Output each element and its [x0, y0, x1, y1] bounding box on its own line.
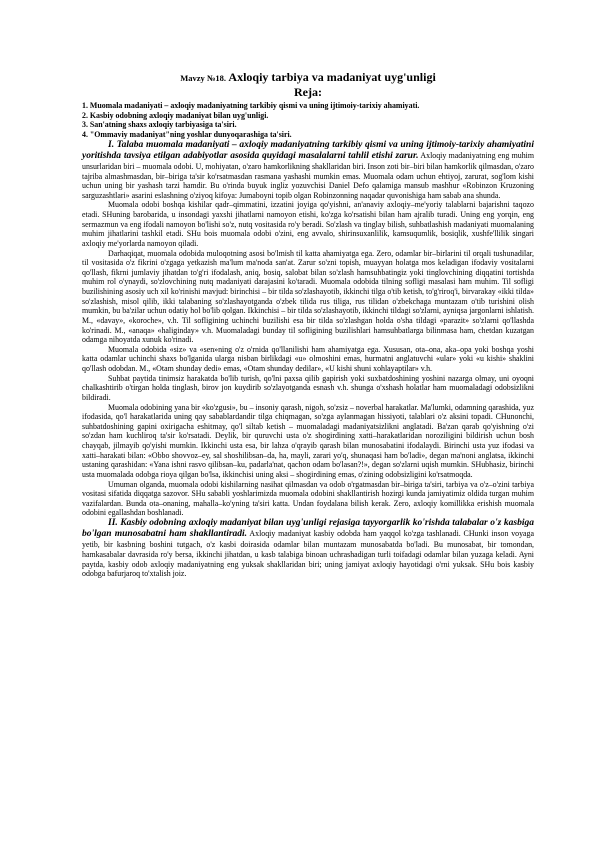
- plan-item: 3. San'atning shaxs axloqiy tarbiyasiga ta'siri.: [82, 120, 237, 130]
- plan-heading: Reja:: [294, 85, 322, 99]
- section-1-heading: I. Talaba muomala madaniyati – axloqiy madaniyatning tarkibiy qismi va uning ijtimoiy-tarixiy ahamiyatini yoritishda tavsiya etilgan adabiyotlar asosida quyidagi masalalarni tahlil etishi zarur.: [82, 139, 534, 161]
- plan-item: 1. Muomala madaniyati – axloqiy madaniyatning tarkibiy qismi va uning ijtimoiy-tarixiy ahamiyati.: [82, 101, 420, 110]
- body-paragraph: Muomala odobida «siz» va «sen»ning o'z o'rnida qo'llanilishi ham ahamiyatga ega. Xususan, ota–ona, aka–opa yoki boshqa yoshi katta odamlar uchinchi shaxs bo'lganida ularga nisban birlikdagi «u» olmoshini emas, hurmatni anglatuvchi «ular» yoki «u kishi» shaklini qo'llash odobdan. M., «Otam shunday dedi» emas, «Otam shunday dedilar», «U kishi shuni xohlayaptilar» v.h.: [82, 344, 534, 374]
- section-1-lead: Axloqiy madaniyatning eng muhim unsurlaridan biri – muomala odobi. U, mohiyatan, o'zaro hamkorlikning shakllaridan biri. Inson zoti bir–biri bilan hamkorlik qilmasdan, o'zaro tajriba almashmasdan, bir–biriga ta'sir ko'rsatmasdan rasmana yashashi mumkin emas. Muomala odam uchun ehtiyoj, zarurat, sog'lom kishi uchun uning bir yashash tarzi hamdir. Bu o'rinda buyuk ingliz yozuvchisi Daniel Defo qalamiga mansub mashhur «Robinzon Kruzoning sarguzashtlari» asarini eslashning o'ziyoq kifoya: Jumaboyni topib olgan Robinzonning naqadar quvonishiga ham sabab ana shunda.: [82, 150, 534, 200]
- plan-item: 4. "Ommaviy madaniyat"ning yoshlar dunyoqarashiga ta'siri.: [82, 129, 292, 139]
- body-paragraph: Muomala odobi boshqa kishilar qadr–qimmatini, izzatini joyiga qo'yishni, an'anaviy axloqiy–me'yoriy talablarni bajarishni taqozo etadi. SHuning barobarida, u insondagi yaxshi jihatlarni namoyon etishi, ko'zga ko'rsatishi bilan ham ajralib turadi. Uning eng yorqin, eng sermazmun va eng ifodali namoyon bo'lishi so'z, nutq vositasida ro'y beradi. So'zlash va tinglay bilish, suhbatlashish madaniyati muomalaning muhim jihatlarini tashkil etadi. SHu bois muomala odobi o'zini, eng avvalo, shirinsuxanlilik, kamsuqumlik, bosiqlik, xushfe'llilik singari axloqiy me'yorlarda namoyon qiladi.: [82, 200, 534, 248]
- body-paragraph: Umuman olganda, muomala odobi kishilarning nasihat qilmasdan va odob o'rgatmasdan bir–biriga ta'siri, tarbiya va o'z–o'zini tarbiya vositasi sifatida diqqatga sazovor. SHu sababli yoshlarimizda muomala odobini shakllantirish hozirgi kunda jamiyatimiz oldida turgan muhim vazifalardan. Bunda ota–onaning, mahalla–ko'yning ta'siri katta. Undan foydalana bilish kerak. Zero, axloqiy komillikka erishish muomala odobini egallashdan boshlanadi.: [82, 479, 534, 518]
- plan-item: 2. Kasbiy odobning axloqiy madaniyat bilan uyg'unligi.: [82, 110, 269, 120]
- section-2-lead: Axloqiy madaniyat kasbiy odobda ham yaqqol ko'zga tashlanadi. CHunki inson voyaga yetib, bir kasbning boshini tutgach, o'z kasbi doirasida odamlar bilan muntazam munosabatda bo'ladi. Bu munosabat, bir tomondan, hamkasabalar davrasida ro'y bersa, ikkinchi jihatdan, u kasb talabiga binoan uchrashadigan turli toifadagi odamlar bilan yuzaga keladi. Ayni paytda, kasbiy odob axloqiy madaniyatning eng yuksak shakllaridan biri; uning jamiyat axloqiy hayotidagi o'rni yuksak. SHu bois kasbiy odobga bafurjaroq to'xtalish joiz.: [82, 529, 535, 579]
- section-2-paragraph: [82, 518, 534, 579]
- section-1-paragraph: [82, 140, 534, 201]
- body-paragraph: Darhaqiqat, muomala odobida muloqotning asosi bo'lmish til katta ahamiyatga ega. Zero, odamlar bir–birlarini til orqali tushunadilar, til vositasida o'z fikrini o'zgaga yetkazish ma'lum ma'noda san'at. Zarur so'zni topish, muayyan holatga mos keladigan ifodaviy vositalarni qo'llash, fikrni jumlaviy jihatdan to'g'ri ifodalash, aniq, bosiq, salobat bilan so'zlash hamsuhbatingiz yoki tinglovchining diqqatini tortishda muhim rol o'ynaydi, so'zlovchining nutq madaniyati darajasini ko'taradi. Muomala odobida tilning sofligi masalasi ham muhim. Til sofligi buzilishining asosiy uch xil ko'rinishi mavjud: birinchisi – bir tilda so'zlashayotib, ikkinchi tilga o'tib ketish, to'g'riroq'i, birvarakay «ikki tilda» so'zlashish, misol qilib, ikki talabaning so'zlashayotganda o'zbek tilida rus tiliga, rus tilidan o'zbekchaga muntazam o'tib turishini olish mumkin, bu ba'zilar uchun odatiy hol bo'lib qolgan. Ikkinchisi – bir tilda so'zlashayotib, ikkinchi tildagi so'zlarni, ayniqsa jargonlarni ishlatish. M., «davay», «koroche», v.h. Til sofligining uchinchi buzilishi esa bir tilda so'zlashgan holda o'sha tildagi «parazit» so'zlarni qo'llashda ko'rinadi. M., «anaqa» «haligindaу» v.h. Muomaladagi bunday til sofligining buzilishlari hamsuhbatlarga bilinmasa ham, chetdan kuzatgan odamga nihoyatda xunuk ko'rinadi.: [82, 248, 534, 345]
- plan-list: [82, 101, 534, 140]
- topic-number: Mavzy №18.: [180, 73, 227, 83]
- page-title: [82, 70, 534, 85]
- body-paragraph: Muomala odobining yana bir «ko'zgusi», bu – insoniy qarash, nigoh, so'zsiz – noverbal harakatlar. Ma'lumki, odamning qarashida, yuz ifodasida, qo'l harakatlarida uning qay sabablardandir tilga chiqmagan, so'zga aylanmagan hissiyoti, talablari o'z aksini topadi. CHunonchi, suhbatdoshining gapini oxirigacha eshitmay, qo'l siltab ketish – muomaladagi madaniyatsizlikni anglatadi. Ba'zan qarab qo'yishning o'zi so'zdan ham kuchliroq ta'sir ko'rsatadi. Deylik, bir quruvchi usta o'z shogirdining xatti–harakatlaridan noroziligini bildirish uchun bosh chayqab, jilmayib qo'yishi mumkin. Ikkinchi usta esa, bir lahza o'qrayib qarash bilan munosabatini ifodalaydi. Birinchi usta yuz ifodasi va xatti–harakati bilan: «Obbo shovvoz–ey, sal shoshilibsan–da, ha, mayli, zarari yo'q, shunaqasi ham bo'ladi», degan ma'noni anglatsa, ikkinchi ustaning qarashidan: «Yana ishni rasvo qilibsan–ku, padarla'nat, qachon odam bo'lasan?!», degan so'zlarni uqish mumkin. SHubhasiz, birinchi usta muomalada odobga rioya qilgan bo'lsa, ikkinchisi uning aksi – shogirdining emas, o'zining odobsizligini ko'rsatmoqda.: [82, 402, 534, 479]
- topic-title: Axloqiy tarbiya va madaniyat uyg'unligi: [228, 70, 436, 84]
- body-paragraph: Suhbat paytida tinimsiz harakatda bo'lib turish, qo'lni paxsa qilib gapirish yoki suxbatdoshining yoshini nazarga olmay, uni oyoqni chalkashtirib o'tirgan holda tinglash, birov jon kuydirib so'zlayotganda esnash v.h. shunga o'xshash holatlar ham muomaladagi odobsizlikni bildiradi.: [82, 373, 534, 402]
- section-2-heading: II. Kasbiy odobning axloqiy madaniyat bilan uyg'unligi rejasiga tayyorgarlik ko'rishda talabalar o'z kasbiga bo'lgan munosabatni ham shakllantiradi.: [82, 518, 534, 540]
- document-page: [82, 70, 534, 579]
